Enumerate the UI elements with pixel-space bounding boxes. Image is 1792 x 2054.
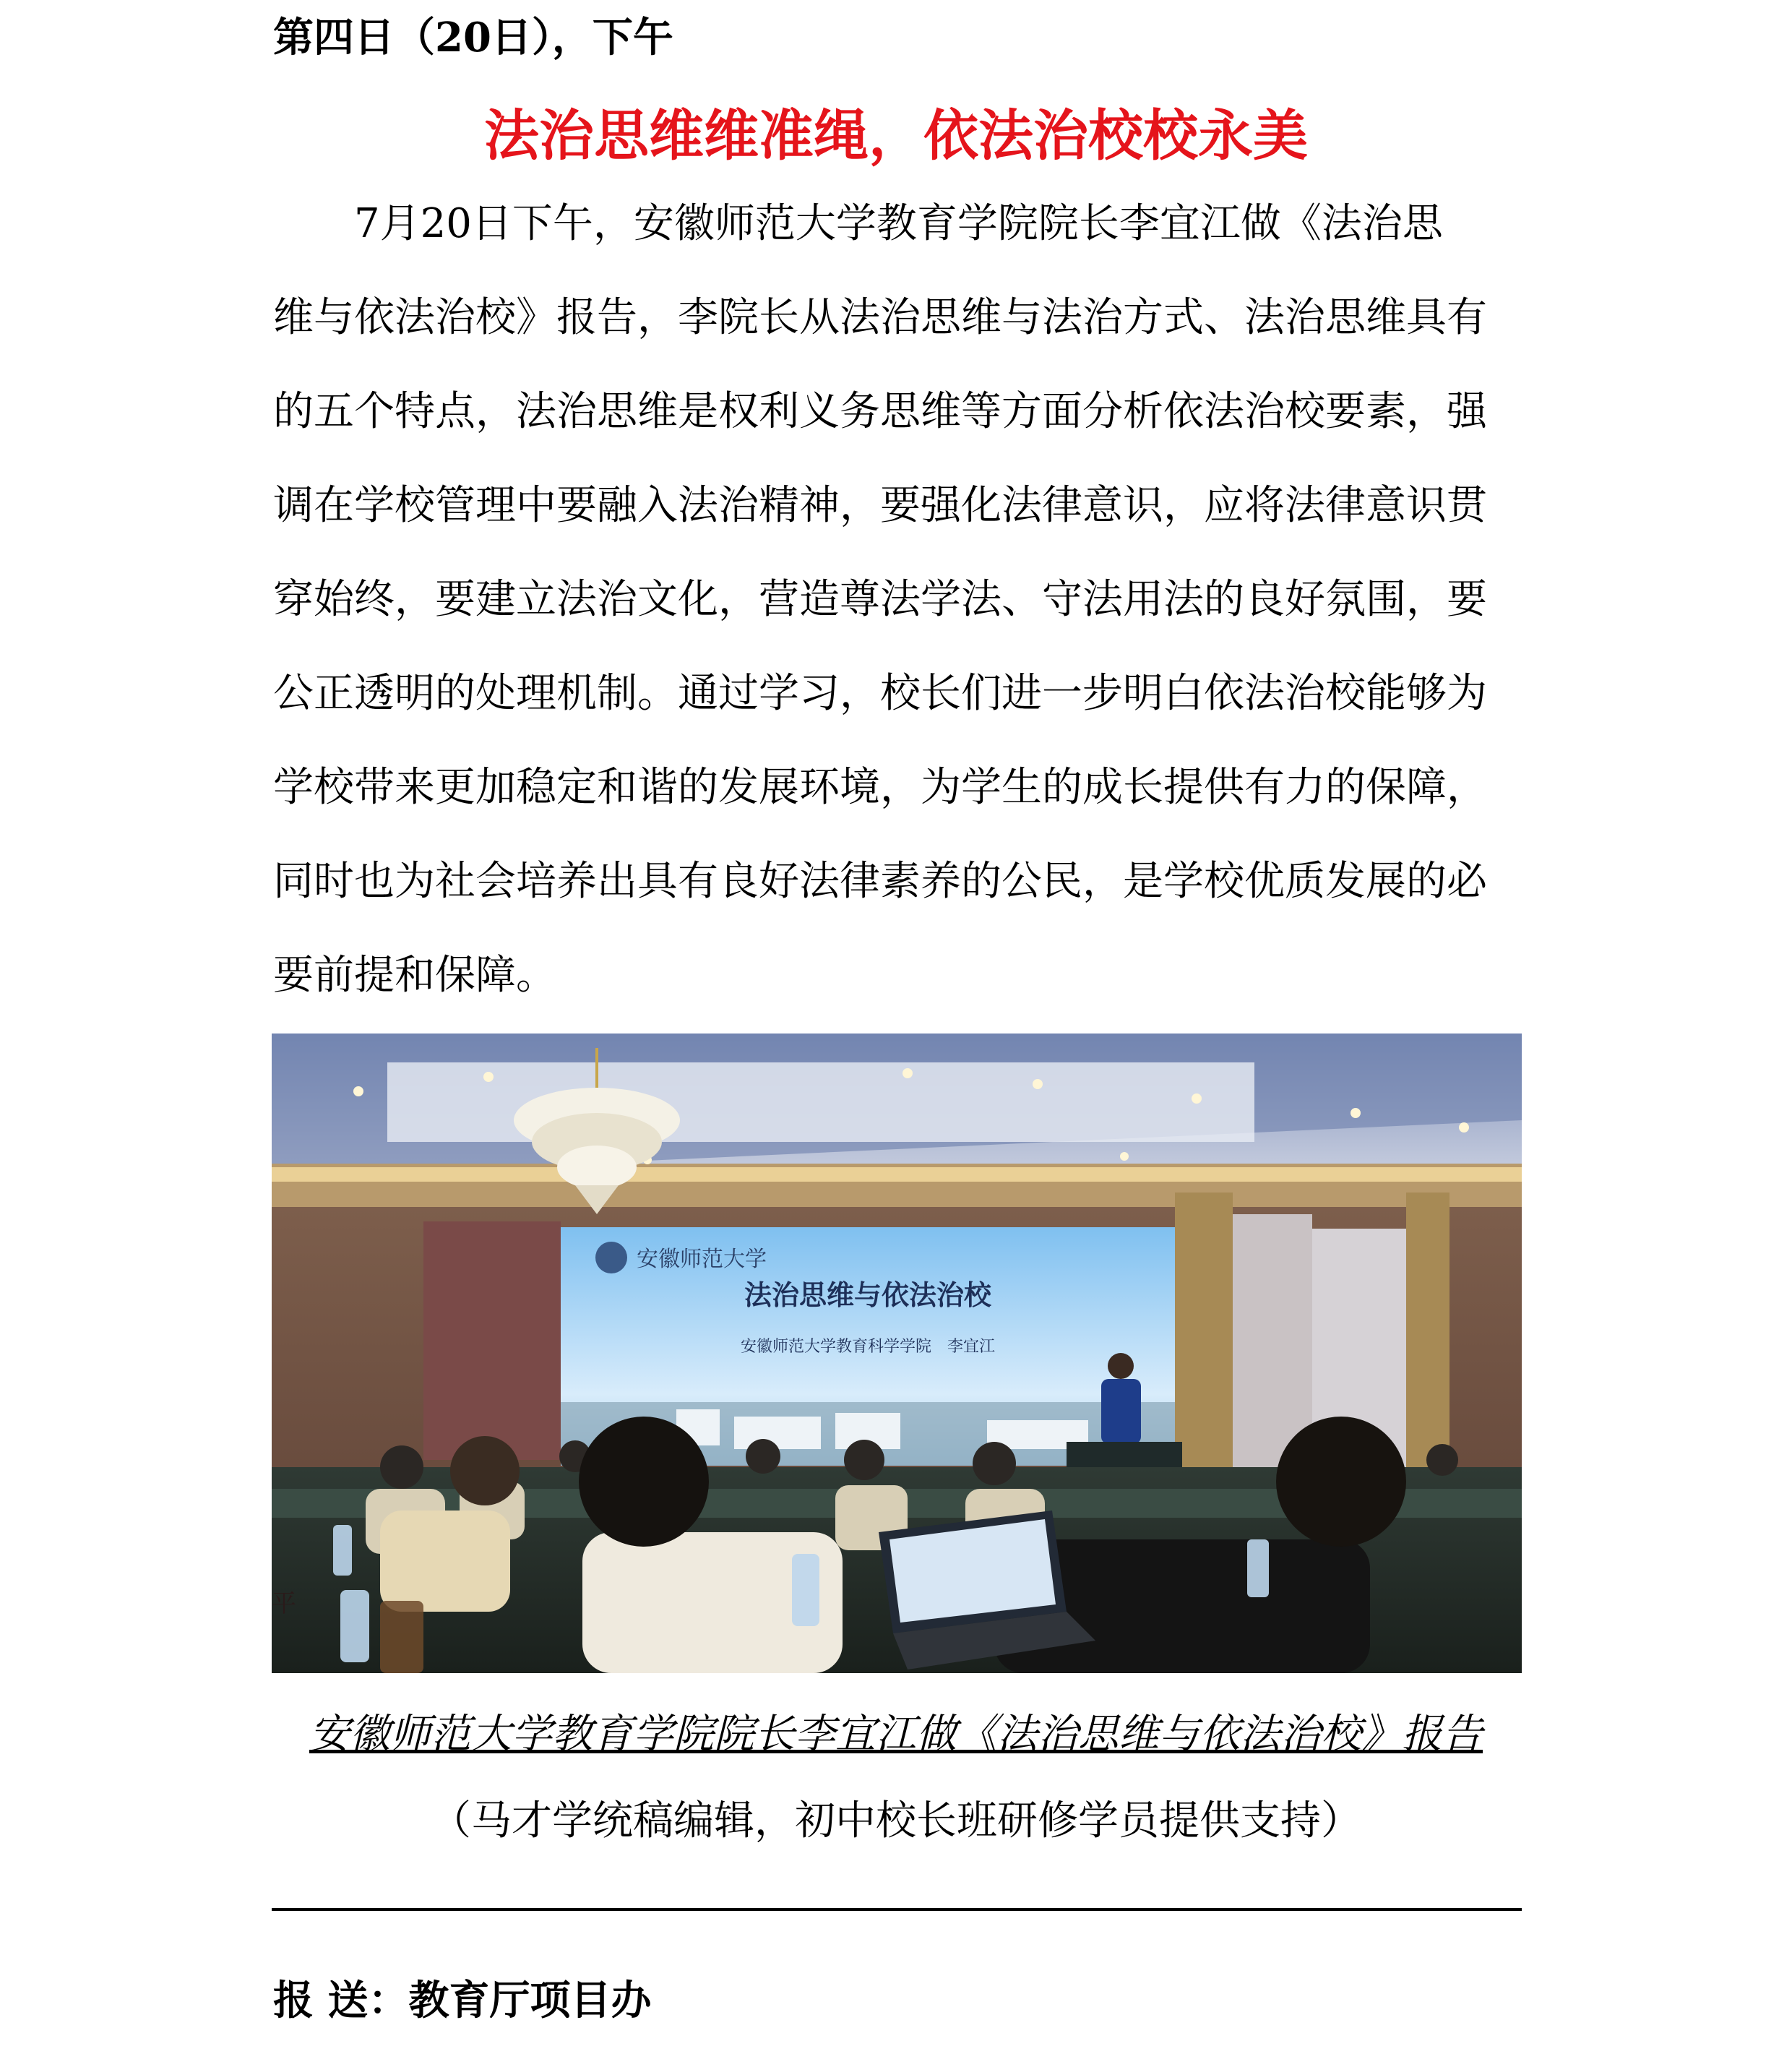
screen-title: 法治思维与依法治校 xyxy=(744,1279,992,1311)
day-heading: 第四日（20日），下午 xyxy=(273,14,673,61)
nameplate-text: 平 xyxy=(272,1589,296,1618)
paragraph-line: 学校带来更加稳定和谐的发展环境，为学生的成长提供有力的保障， xyxy=(273,764,1487,811)
university-logo-icon xyxy=(595,1242,627,1273)
article-title: 法治思维维准绳，依法治校校永美 xyxy=(484,103,1308,168)
paragraph-line: 穿始终，要建立法治文化，营造尊法学法、守法用法的良好氛围，要 xyxy=(273,576,1487,623)
paragraph-line: 调在学校管理中要融入法治精神，要强化法律意识，应将法律意识贯 xyxy=(273,482,1487,529)
paragraph-line: 要前提和保障。 xyxy=(273,952,556,999)
report-to-line: 报 送：教育厅项目办 xyxy=(273,1977,652,2024)
screen-logo-text: 安徽师范大学 xyxy=(637,1247,767,1271)
divider-rule xyxy=(272,1908,1522,1911)
paragraph-line: 7月20日下午，安徽师范大学教育学院院长李宜江做《法治思 xyxy=(273,200,1443,247)
lecture-photo xyxy=(272,1034,1522,1673)
paragraph-line: 维与依法治校》报告，李院长从法治思维与法治方式、法治思维具有 xyxy=(273,294,1487,341)
editor-credit: （马才学统稿编辑，初中校长班研修学员提供支持） xyxy=(431,1797,1361,1844)
paragraph-line: 的五个特点，法治思维是权利义务思维等方面分析依法治校要素，强 xyxy=(273,388,1487,435)
paragraph-line: 公正透明的处理机制。通过学习，校长们进一步明白依法治校能够为 xyxy=(273,670,1487,717)
photo-caption: 安徽师范大学教育学院院长李宜江做《法治思维与依法治校》报告 xyxy=(309,1711,1483,1758)
screen-subtitle: 安徽师范大学教育科学学院 李宜江 xyxy=(740,1338,996,1356)
lecture-hall-illustration xyxy=(272,1034,1522,1673)
paragraph-line: 同时也为社会培养出具有良好法律素养的公民，是学校优质发展的必 xyxy=(273,858,1487,905)
